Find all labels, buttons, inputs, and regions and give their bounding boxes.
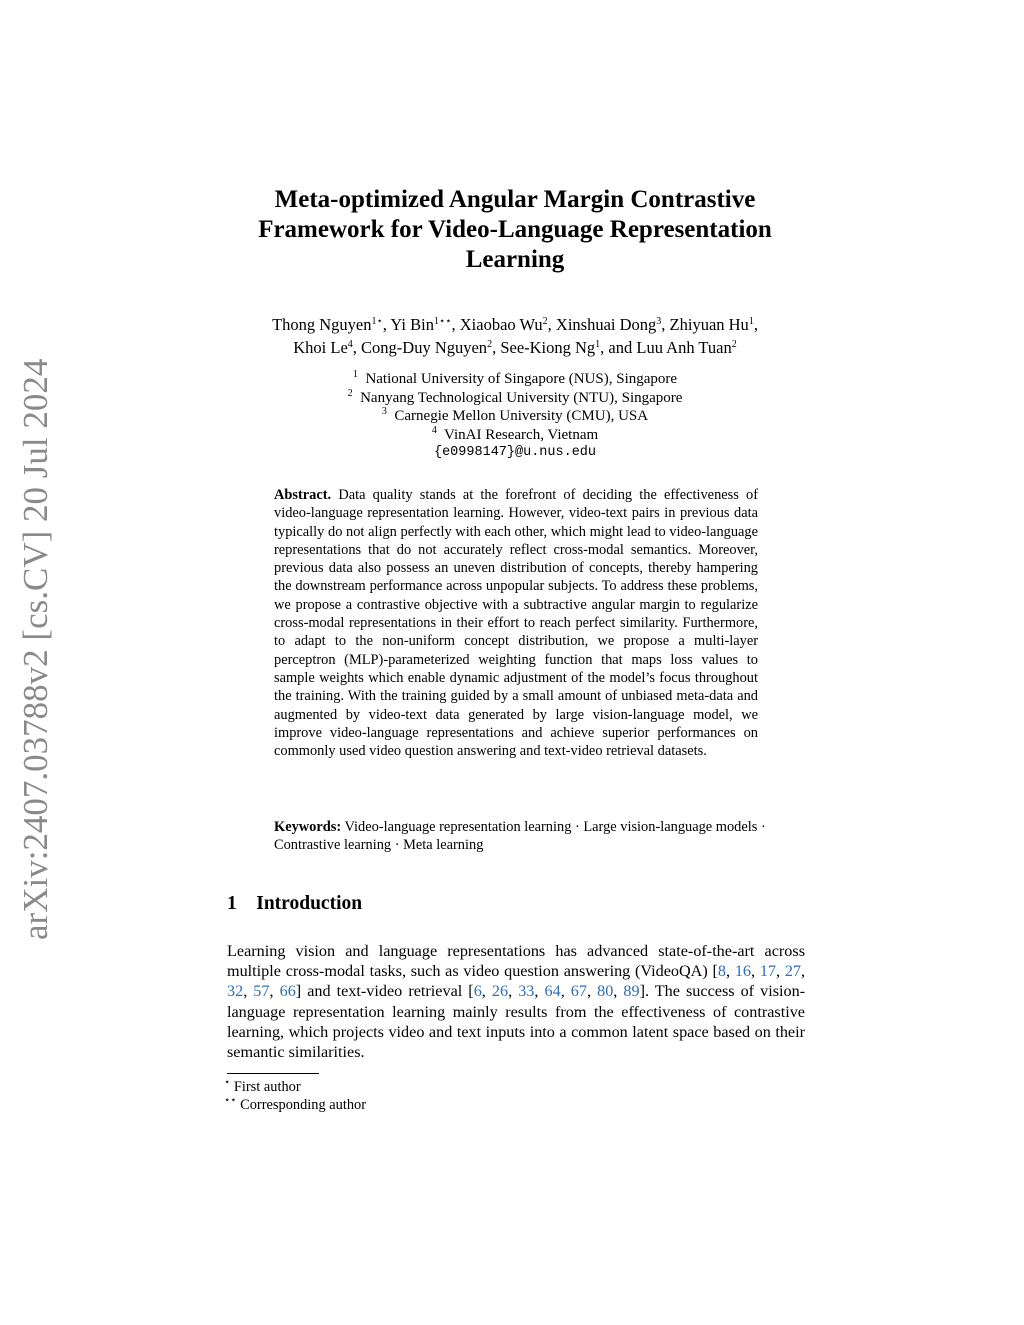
footnote-2: [224, 1096, 366, 1114]
contact-email: {e0998147}@u.nus.edu: [433, 445, 597, 460]
abstract-text: Data quality stands at the forefront of deciding the effectiveness of video-language representation learning. However, video-text pairs in previous data typically do not align perfectly with each other, which might lead to video-language representations that do not accurately reflect cross-modal semantics. Moreover, previous data also possess an uneven distribution of concepts, thereby hampering the downstream performance across unpopular subjects. To address these problems, we propose a contrastive objective with a subtractive angular margin to regularize cross-modal representations in their effort to reach perfect similarity. Furthermore, to adapt to the non-uniform concept distribution, we propose a multi-layer perceptron (MLP)-parameterized weighting function that maps loss values to sample weights which enable dynamic adjustment of the model’s focus throughout the training. With the training guided by a small amount of unbiased meta-data and augmented by video-text data generated by large vision-language model, we improve video-language representations and achieve superior performances on commonly used video question answering and text-video retrieval datasets.: [274, 487, 758, 760]
author-name: Yi Bin: [390, 315, 434, 334]
author-list: Thong Nguyen$^{1⋆}$, Yi Bin$^{1⋆⋆}$, Xiaobao Wu$^2$, Xinshuai Dong$^3$, Zhiyuan Hu$^1$, Khoi Le$^4$, Cong-Duy Nguyen$^2$, See-Kiong Ng$^1$, and Luu Anh Tuan$^2$: [272, 315, 758, 357]
affiliation-1: $^1$ National University of Singapore (NUS), Singapore: [352, 369, 678, 387]
keywords-text: Video-language representation learning · Large vision-language models · Contrastive learning · Meta learning: [274, 819, 766, 854]
citation-link[interactable]: 6: [473, 982, 482, 1001]
citation-link[interactable]: 89: [623, 982, 640, 1001]
author-sup: 1: [748, 316, 754, 327]
section-title: Introduction: [256, 893, 363, 914]
author-sup: 1⋆: [371, 316, 383, 327]
author-name: Zhiyuan Hu: [669, 315, 749, 334]
author-name: Thong Nguyen: [272, 315, 372, 334]
citation-link[interactable]: 26: [491, 982, 509, 1001]
citation-link[interactable]: 80: [597, 982, 614, 1001]
author-sup: 3: [656, 316, 662, 327]
citation-link[interactable]: 57: [253, 982, 270, 1001]
section-heading: [227, 893, 362, 915]
arxiv-side-stamp: arXiv:2407.03788v2 [cs.CV] 20 Jul 2024: [16, 358, 55, 940]
author-sup: 1⋆⋆: [433, 316, 452, 327]
citation-link[interactable]: 67: [570, 982, 587, 1001]
author-name: Xiaobao Wu: [459, 315, 543, 334]
keywords: [274, 818, 784, 855]
affiliation-2: $^2$ Nanyang Technological University (NTU), Singapore: [347, 387, 683, 406]
citation-link[interactable]: 27: [784, 962, 801, 981]
paper-title: [200, 185, 830, 275]
intro-text: ] and text-video retrieval [: [295, 982, 474, 1001]
citation-link[interactable]: 33: [518, 982, 535, 1001]
footnote-text: Corresponding author: [240, 1097, 367, 1113]
author-name: Cong-Duy Nguyen: [361, 338, 488, 357]
affiliation-3: $^3$ Carnegie Mellon University (CMU), USA: [381, 406, 649, 424]
section-number: 1: [227, 893, 237, 914]
citation-link[interactable]: 8: [717, 962, 726, 981]
footnote-mark: ⋆⋆: [224, 1095, 237, 1106]
author-name: Xinshuai Dong: [555, 315, 657, 334]
citation-link[interactable]: 16: [734, 962, 751, 981]
title-line-2: Framework for Video-Language Representation: [258, 216, 772, 243]
title-line-3: Learning: [465, 246, 565, 273]
author-name: Luu Anh Tuan: [636, 338, 732, 357]
citation-link[interactable]: 17: [759, 962, 776, 981]
author-sup: 2: [731, 339, 737, 350]
author-name: See-Kiong Ng: [500, 338, 596, 357]
abstract-label: Abstract.: [274, 487, 332, 503]
author-sup: 2: [542, 316, 548, 327]
author-sup: 1: [595, 339, 601, 350]
footnote-divider: [227, 1073, 319, 1074]
affiliation-4: $^4$ VinAI Research, Vietnam: [431, 424, 599, 443]
author-sup: 4: [347, 339, 353, 350]
affiliations: [260, 370, 770, 463]
footnote-1: [224, 1078, 301, 1096]
intro-text: Learning vision and language representations has advanced state-of-the-art across multiple cross-modal tasks, such as video question answering (VideoQA) [: [227, 942, 805, 981]
footnote-text: First author: [233, 1079, 301, 1095]
intro-paragraph: Learning vision and language representations has advanced state-of-the-art across multiple cross-modal tasks, such as video question answering (VideoQA) [8, 16, 17, 27, 32, 57, 66] and text-video retrieval [6, 26, 33, 64, 67, 80, 89]. The success of vision-language representation learning mainly results from the effectiveness of contrastive learning, which projects video and text inputs into a common latent space based on their semantic similarities.: [227, 942, 806, 1062]
citation-link[interactable]: 64: [544, 982, 561, 1001]
author-and: and: [608, 338, 633, 357]
abstract: [274, 486, 758, 760]
citation-link[interactable]: 66: [279, 982, 296, 1001]
author-name: Khoi Le: [293, 338, 348, 357]
title-line-1: Meta-optimized Angular Margin Contrastive: [274, 186, 756, 213]
keywords-label: Keywords:: [274, 819, 342, 835]
footnote-mark: ⋆: [224, 1077, 231, 1088]
author-sup: 2: [487, 339, 493, 350]
intro-text: ]. The success of vision-language representation learning mainly results from the effectiveness of contrastive learning, which projects video and text inputs into a common latent space based on their semantic similarities.: [227, 982, 806, 1062]
citation-link[interactable]: 32: [227, 982, 244, 1001]
